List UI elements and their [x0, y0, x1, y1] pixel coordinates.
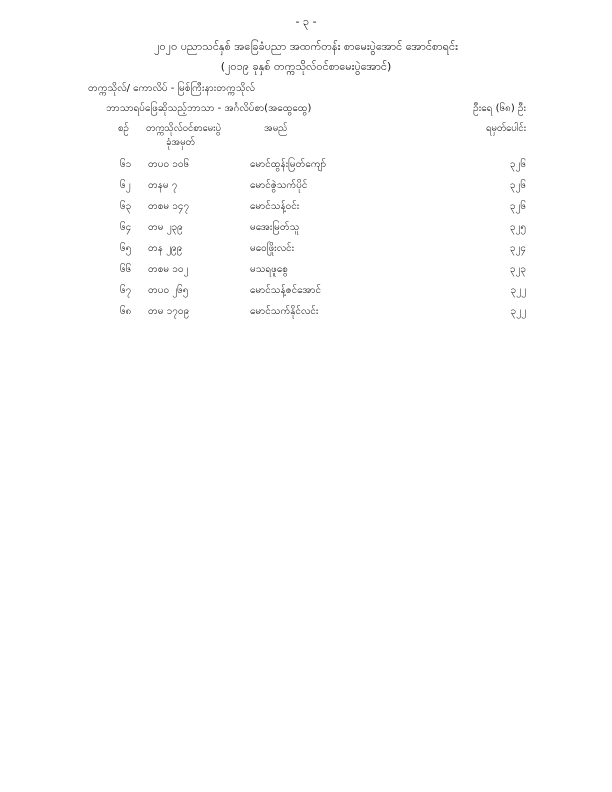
row-roll-number: တပ၀ ၁၀၆	[148, 159, 190, 170]
row-roll-number: တနမ ၇	[148, 180, 178, 191]
row-marks: ၃၂၆	[509, 201, 526, 212]
table-row	[0, 262, 612, 283]
row-name: မောင်သန့်ဇင်အောင်	[250, 285, 322, 296]
page-number: - ၃ -	[295, 15, 317, 28]
table-row	[0, 241, 612, 262]
row-marks: ၃၂၄	[509, 243, 526, 254]
row-name: မအေးမြတ်သူ	[250, 222, 300, 233]
row-no: ၆၈	[120, 306, 132, 317]
row-name: မသရဖူစွေ	[250, 264, 288, 275]
row-name: မောင်ထွန်းမြတ်ကျော်	[250, 159, 327, 170]
table-row	[0, 157, 612, 178]
row-roll-number: တမ ၁၇၀၉	[148, 306, 190, 317]
row-marks: ၃၂၅	[509, 222, 526, 233]
subject-line: ဘာသာရပ်ဖြေဆိုသည့်ဘာသာ - အင်္ဂလိပ်စာ(အထွေထွေ)	[106, 103, 312, 114]
row-marks: ၃၂၃	[509, 264, 526, 275]
row-marks: ၃၂၂	[510, 306, 526, 317]
row-marks: ၃၂၆	[509, 180, 526, 191]
row-roll-number: တန ၂၉၉	[148, 243, 183, 254]
row-roll-number: တစမ ၁၀၂	[148, 264, 189, 275]
row-name: မောင်သက်နိုင်လင်း	[250, 306, 319, 317]
row-marks: ၃၂၂	[510, 285, 526, 296]
row-marks: ၃၂၆	[509, 159, 526, 170]
row-no: ၆၂	[120, 180, 131, 191]
row-no: ၆၃	[120, 201, 132, 212]
table-row	[0, 199, 612, 220]
row-roll-number: တပ၀ ၂၆၅	[148, 285, 189, 296]
row-no: ၆၅	[120, 243, 132, 254]
row-no: ၆၇	[120, 285, 132, 296]
row-name: မောင်ဇွဲသက်ပိုင်	[250, 180, 308, 191]
table-row	[0, 283, 612, 304]
table-row	[0, 178, 612, 199]
column-header-no: စဉ်	[118, 123, 129, 134]
column-header-name: အမည်	[264, 123, 288, 134]
row-no: ၆၁	[120, 159, 132, 170]
column-header-roll: တက္ကသိုလ်ဝင်စာမေးပွဲ	[146, 123, 221, 134]
row-no: ၆၆	[120, 264, 132, 275]
row-no: ၆၄	[120, 222, 132, 233]
row-name: မဝေဖြိုးလင်း	[250, 243, 295, 254]
table-row	[0, 304, 612, 325]
candidate-count: ဦးရေ (၆၈) ဦး	[473, 103, 526, 114]
row-roll-number: တမ ၂၃၉	[148, 222, 183, 233]
row-name: မောင်သန့်ဝင်း	[250, 201, 300, 212]
column-header-marks: ရမှတ်ပေါင်း	[485, 123, 526, 134]
column-header-roll-line2: ခုံအမှတ်	[166, 137, 195, 148]
document-subtitle: (၂၀၁၉ ခုနှစ် တက္ကသိုလ်ဝင်စာမေးပွဲအောင်)	[220, 60, 392, 73]
university-line: တက္ကသိုလ်/ ကောလိပ် - မြစ်ကြီးနားတက္ကသိုလ်	[88, 83, 255, 94]
document-title: ၂၀၂၀ ပညာသင်နှစ် အခြေခံပညာ အထက်တန်း စာမေးပွဲအောင် အောင်စာရင်း	[154, 40, 458, 53]
row-roll-number: တစမ ၁၄၇	[148, 201, 190, 212]
results-table	[0, 157, 612, 325]
table-row	[0, 220, 612, 241]
